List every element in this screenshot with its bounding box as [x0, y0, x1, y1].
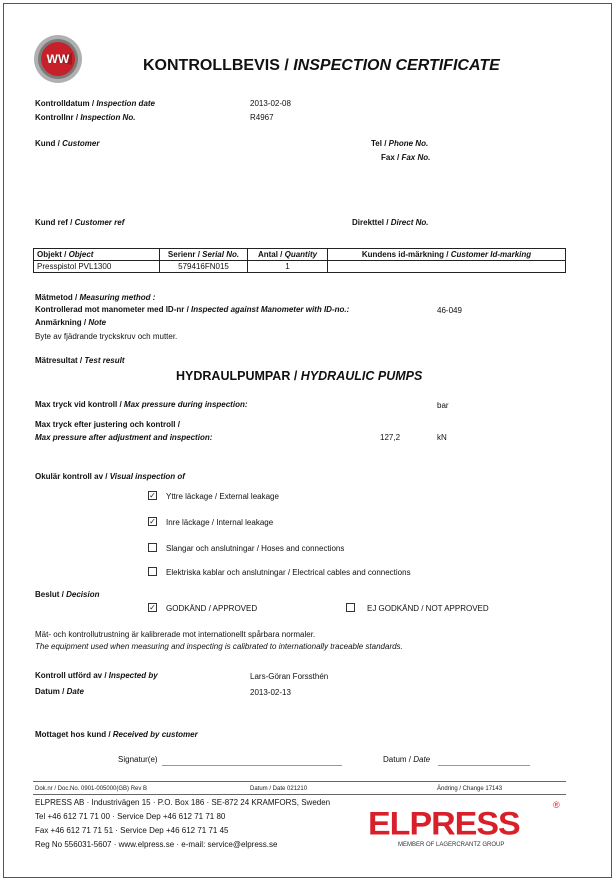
max-pressure-label: Max tryck vid kontroll / Max pressure during inspection: — [35, 400, 248, 409]
checkbox-label-not-approved: EJ GODKÄND / NOT APPROVED — [367, 604, 489, 613]
inspection-no-label: Kontrollnr / Inspection No. — [35, 113, 136, 122]
table-cell-customer-id — [328, 261, 566, 273]
inspection-date-label: Kontrolldatum / Inspection date — [35, 99, 156, 108]
direct-no-label: Direkttel / Direct No. — [352, 218, 429, 227]
phone-label: Tel / Phone No. — [371, 139, 429, 148]
elpress-brand-logo: ELPRESS — [368, 805, 520, 843]
test-result-label: Mätresultat / Test result — [35, 356, 125, 365]
footer-divider-2 — [33, 794, 566, 795]
page-title: KONTROLLBEVIS / INSPECTION CERTIFICATE — [143, 57, 500, 74]
signature-label: Signatur(e) — [118, 755, 158, 764]
footer-doc-no: Dok.nr / Doc.No. 0901-005000(GB) Rev B — [35, 786, 148, 792]
checkbox-label-electrical-cables: Elektriska kablar och anslutningar / Electrical cables and connections — [166, 568, 411, 577]
table-header-quantity: Antal / Quantity — [248, 249, 328, 261]
manometer-label: Kontrollerad mot manometer med ID-nr / Inspected against Manometer with ID-no.: — [35, 305, 350, 314]
table-header-serial: Serienr / Serial No. — [160, 249, 248, 261]
table-cell-object: Presspistol PVL1300 — [34, 261, 160, 273]
footer-doc-change: Ändring / Change 17143 — [437, 786, 503, 792]
table-cell-quantity: 1 — [248, 261, 328, 273]
calibration-text-en: The equipment used when measuring and inspecting is calibrated to internationally traceable standards. — [35, 642, 403, 651]
member-of-group: MEMBER OF LAGERCRANTZ GROUP — [398, 842, 505, 848]
signature-line — [162, 765, 342, 766]
calibration-text-sv: Mät- och kontrollutrustning är kalibrerade mot internationellt spårbara normaler. — [35, 630, 316, 639]
customer-label: Kund / Customer — [35, 139, 100, 148]
footer-doc-date: Datum / Date 021210 — [250, 786, 308, 792]
table-header-row — [34, 249, 566, 261]
table-row — [34, 261, 566, 273]
checkbox-electrical-cables[interactable] — [148, 567, 157, 576]
checkbox-approved[interactable]: ✓ — [149, 603, 156, 612]
registered-mark: ® — [553, 800, 560, 810]
note-label: Anmärkning / Note — [35, 318, 107, 327]
signoff-date-label: Datum / Date — [35, 687, 84, 696]
table-cell-serial: 579416FN015 — [160, 261, 248, 273]
footer-phone: Tel +46 612 71 71 00 · Service Dep +46 612 71 71 80 — [35, 812, 226, 821]
checkbox-label-external-leakage: Yttre läckage / External leakage — [166, 492, 279, 501]
visual-inspection-label: Okulär kontroll av / Visual inspection of — [35, 472, 185, 481]
section-title-hydraulic-pumps: HYDRAULPUMPAR / HYDRAULIC PUMPS — [176, 369, 423, 383]
table-header-customer-id: Kundens id-märkning / Customer Id-marking — [328, 249, 566, 261]
customer-ref-label: Kund ref / Customer ref — [35, 218, 125, 227]
checkbox-hoses[interactable] — [148, 543, 157, 552]
measuring-method-label: Mätmetod / Measuring method : — [35, 293, 156, 302]
note-text: Byte av fjädrande tryckskruv och mutter. — [35, 332, 178, 341]
after-adjust-label-en: Max pressure after adjustment and inspection: — [35, 433, 213, 442]
after-adjust-unit: kN — [437, 433, 447, 442]
checkbox-label-approved: GODKÄND / APPROVED — [166, 604, 258, 613]
after-adjust-value: 127,2 — [380, 433, 401, 442]
received-date-label: Datum / Date — [383, 755, 431, 764]
checkbox-not-approved[interactable] — [346, 603, 355, 612]
inspection-date-value: 2013-02-08 — [250, 99, 291, 108]
footer-fax: Fax +46 612 71 71 51 · Service Dep +46 612 71 71 45 — [35, 826, 229, 835]
signoff-date-value: 2013-02-13 — [250, 688, 291, 697]
checkbox-label-hoses: Slangar och anslutningar / Hoses and connections — [166, 544, 345, 553]
footer-address: ELPRESS AB · Industrivägen 15 · P.O. Box 186 · SE-872 24 KRAMFORS, Sweden — [35, 798, 331, 807]
object-table — [33, 248, 566, 273]
received-date-line — [438, 765, 530, 766]
fax-label: Fax / Fax No. — [381, 153, 431, 162]
footer-reg: Reg No 556031-5607 · www.elpress.se · e-mail: service@elpress.se — [35, 840, 278, 849]
checkbox-label-internal-leakage: Inre läckage / Internal leakage — [166, 518, 274, 527]
checkbox-internal-leakage[interactable]: ✓ — [149, 517, 156, 526]
table-header-object: Objekt / Object — [34, 249, 160, 261]
inspected-by-value: Lars-Göran Forssthén — [250, 672, 329, 681]
manometer-id-value: 46-049 — [437, 306, 462, 315]
inspection-no-value: R4967 — [250, 113, 274, 122]
max-pressure-unit: bar — [437, 401, 449, 410]
company-logo — [32, 33, 84, 85]
inspected-by-label: Kontroll utförd av / Inspected by — [35, 671, 158, 680]
footer-divider — [33, 781, 566, 782]
logo-letters: WW — [46, 52, 70, 66]
after-adjust-label-sv: Max tryck efter justering och kontroll / — [35, 420, 180, 429]
received-by-label: Mottaget hos kund / Received by customer — [35, 730, 198, 739]
checkbox-external-leakage[interactable]: ✓ — [149, 491, 156, 500]
decision-label: Beslut / Decision — [35, 590, 100, 599]
